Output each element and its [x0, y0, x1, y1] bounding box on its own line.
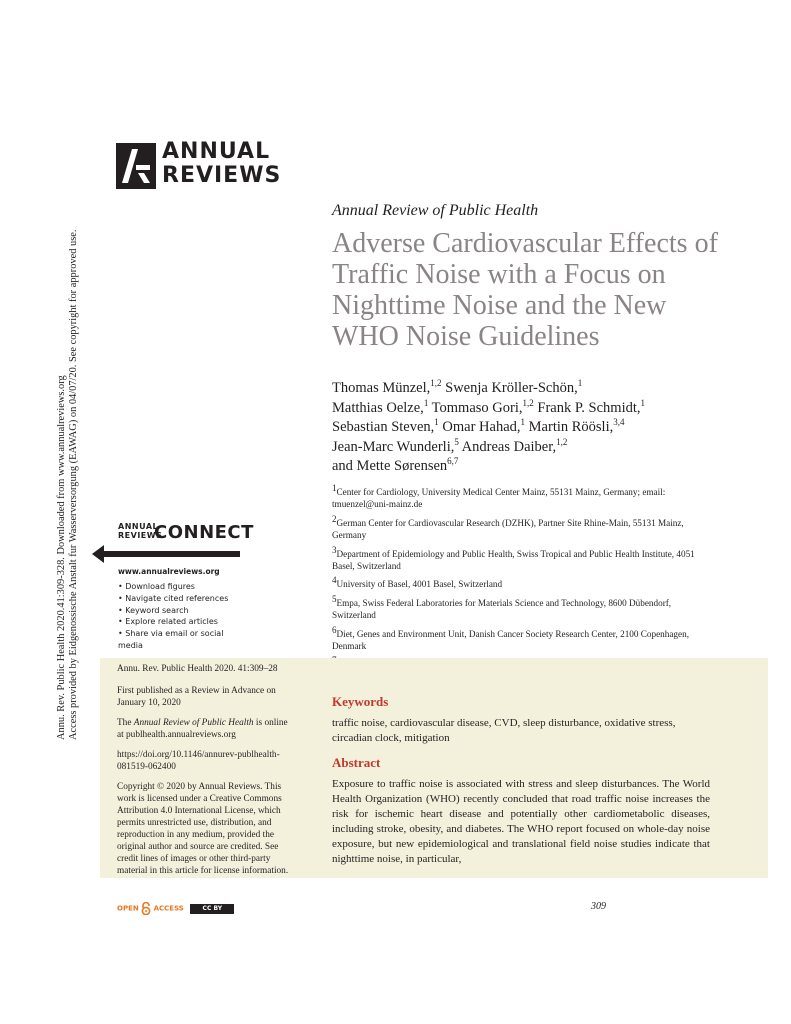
author-name[interactable]: Sebastian Steven,: [332, 419, 435, 435]
affiliation-num: 4: [332, 575, 337, 586]
author-name[interactable]: Swenja Kröller-Schön,: [441, 380, 578, 396]
first-published: First published as a Review in Advance on January 10, 2020: [117, 686, 276, 708]
open-access-badge: [117, 902, 234, 915]
author-line: [332, 418, 732, 438]
arrow-left-icon: [90, 543, 242, 565]
online-info: [117, 717, 295, 741]
affiliation-text: Diet, Genes and Environment Unit, Danish Cancer Society Research Center, 2100 Copenhagen, Denmark: [332, 628, 689, 652]
affiliation: [332, 513, 712, 542]
keywords-text: traffic noise, cardiovascular disease, CVD, sleep disturbance, oxidative stress, circadian clock, mitigation: [332, 717, 676, 744]
abstract-heading: Abstract: [332, 755, 381, 770]
connect-wordmark: CONNECT: [154, 522, 254, 543]
online-post[interactable]: is online at publhealth.annualreviews.org: [117, 718, 288, 740]
affiliation-text: Empa, Swiss Federal Laboratories for Materials Science and Technology, 8600 Dübendorf, Switzerland: [332, 597, 672, 621]
author-affil: 1: [423, 397, 429, 408]
affiliation-text: University of Basel, 4001 Basel, Switzerland: [336, 579, 503, 590]
online-pre: The: [117, 718, 134, 728]
connect-feature-list: [118, 581, 250, 652]
author-name[interactable]: Omar Hahad,: [438, 419, 521, 435]
author-list: [332, 379, 732, 477]
connect-feature: • Explore related articles: [118, 617, 218, 627]
author-name[interactable]: Andreas Daiber,: [458, 438, 557, 455]
connect-feature: • Share via email or social media: [118, 629, 224, 650]
affiliation-num: 2: [332, 513, 337, 524]
affiliation: [332, 544, 712, 573]
affiliation-num: 3: [332, 544, 337, 555]
author-affil: 1,2: [430, 378, 442, 389]
connect-brand-line: ANNUAL: [118, 522, 159, 531]
author-name[interactable]: Matthias Oelze,: [332, 399, 424, 416]
author-name[interactable]: Martin Röösli,: [525, 419, 614, 435]
author-line: [332, 379, 732, 399]
article-title: Adverse Cardiovascular Effects of Traffic Noise with a Focus on Nighttime Noise and the New WHO Noise Guidelines: [332, 228, 718, 352]
connect-brand-line: REVIEWS: [118, 530, 163, 540]
author-affil: 6,7: [447, 456, 459, 467]
open-lock-icon: [141, 902, 151, 915]
connect-feature: • Download figures: [118, 582, 195, 591]
keywords-heading: Keywords: [332, 694, 389, 709]
author-affil: 1,2: [522, 397, 534, 408]
affiliation: [332, 593, 712, 622]
affiliation-text: German Center for Cardiovascular Research (DZHK), Partner Site Rhine-Main, 55131 Mainz, Germany: [332, 517, 684, 541]
doi-link[interactable]: https://doi.org/10.1146/annurev-publhealth-081519-062400: [117, 750, 280, 772]
author-affil: 3,4: [613, 417, 625, 428]
affiliation-num: 5: [332, 593, 337, 604]
connect-feature: • Navigate cited references: [118, 593, 229, 603]
author-affil: 1: [640, 397, 645, 408]
connect-url[interactable]: www.annualreviews.org: [118, 567, 220, 576]
author-name[interactable]: Thomas Münzel,: [332, 380, 431, 396]
citation: Annu. Rev. Public Health 2020. 41:309–28: [117, 664, 278, 674]
affiliation: [332, 575, 712, 590]
author-line: [332, 457, 732, 477]
oa-access: ACCESS: [153, 904, 184, 913]
affiliations: [332, 482, 712, 677]
annual-reviews-logo: [162, 140, 281, 188]
affiliation: [332, 624, 712, 653]
author-line: [332, 399, 732, 419]
page-number: 309: [591, 901, 606, 912]
logo-line-1: ANNUAL: [162, 139, 271, 164]
affiliation: [332, 482, 712, 511]
journal-name: Annual Review of Public Health: [332, 202, 539, 219]
affiliation-num: 1: [332, 482, 337, 493]
author-name[interactable]: Tommaso Gori,: [428, 399, 523, 416]
logo-line-2: REVIEWS: [162, 163, 282, 188]
online-journal: Annual Review of Public Health: [133, 718, 254, 728]
author-name[interactable]: and Mette Sørensen: [332, 458, 448, 474]
copyright: Copyright © 2020 by Annual Reviews. This work is licensed under a Creative Commons Attribution 4.0 International License, which permits unrestricted use, distribution, and reproduction in any medium, provided the original author and source are credited. See credit lines of images or other third-party material in this article for license information.: [117, 782, 289, 876]
affiliation-num: 6: [332, 624, 337, 635]
abstract-text: Exposure to traffic noise is associated with stress and sleep disturbances. The World Health Organization (WHO) recently concluded that road traffic noise increases the risk for ischemic heart disease and potentially other cardiometabolic diseases, including stroke, obesity, and diabetes. The WHO report focused on whole-day noise exposure, but new epidemiological and translational field noise studies indicate that nighttime noise, in particular,: [332, 778, 710, 866]
author-affil: 1,2: [556, 436, 568, 447]
author-affil: 1: [577, 378, 583, 389]
oa-open: OPEN: [117, 904, 139, 913]
download-notice-line-1: Annu. Rev. Public Health 2020.41:309-328. Downloaded from www.annualreviews.org: [56, 375, 67, 740]
author-affil: 5: [454, 436, 459, 447]
author-line: [332, 438, 732, 458]
affiliation-text: Center for Cardiology, University Medical Center Mainz, 55131 Mainz, Germany; email: tmuenzel@uni-mainz.de: [332, 487, 666, 510]
annual-reviews-logo-mark-icon: [116, 143, 156, 189]
affiliation-text: Department of Epidemiology and Public Health, Swiss Tropical and Public Health Institute, 4051 Basel, Switzerland: [332, 548, 695, 572]
author-affil: 1: [520, 417, 526, 428]
download-notice: [56, 230, 80, 740]
author-name[interactable]: Frank P. Schmidt,: [533, 399, 641, 416]
cc-license-badge[interactable]: CC BY: [190, 904, 234, 914]
connect-feature: • Keyword search: [118, 605, 189, 615]
publication-info: [117, 663, 295, 885]
author-affil: 1: [434, 417, 439, 428]
author-name[interactable]: Jean-Marc Wunderli,: [332, 438, 455, 455]
download-notice-line-2: Access provided by Eidgenossische Anstalt fur Wasserversorgung (EAWAG) on 04/07/20. See copyright for approved use.: [68, 229, 79, 740]
